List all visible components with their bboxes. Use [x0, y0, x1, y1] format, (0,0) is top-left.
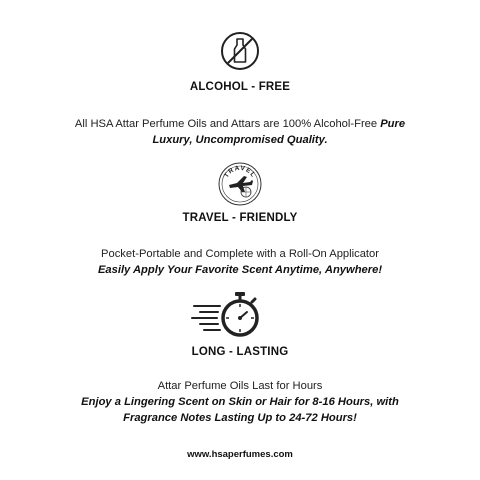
travel-stamp-icon — [217, 161, 263, 207]
website-url[interactable]: www.hsaperfumes.com — [187, 449, 293, 460]
alcohol-free-line-2: Luxury, Uncompromised Quality. — [152, 134, 328, 146]
alcohol-free-emph-a: Pure — [380, 118, 406, 130]
long-lasting-line-2: Enjoy a Lingering Scent on Skin or Hair for 8-16 Hours, with — [81, 396, 399, 408]
alcohol-free-text: All HSA Attar Perfume Oils and Attars are 100% Alcohol-Free — [74, 118, 381, 130]
fast-stopwatch-icon — [190, 290, 266, 340]
travel-friendly-line-2: Easily Apply Your Favorite Scent Anytime, Anywhere! — [97, 264, 383, 276]
long-lasting-line-1: Attar Perfume Oils Last for Hours — [157, 380, 323, 392]
travel-friendly-heading: TRAVEL - FRIENDLY — [182, 212, 298, 224]
no-alcohol-bottle-icon — [219, 30, 261, 72]
alcohol-free-line-1 — [0, 116, 480, 133]
long-lasting-line-3: Fragrance Notes Lasting Up to 24-72 Hours! — [123, 412, 357, 424]
travel-friendly-line-1: Pocket-Portable and Complete with a Roll-On Applicator — [101, 248, 379, 260]
alcohol-free-heading: ALCOHOL - FREE — [189, 81, 291, 93]
long-lasting-heading: LONG - LASTING — [191, 346, 289, 358]
travel-stamp-text: TRAVEL — [223, 164, 257, 180]
